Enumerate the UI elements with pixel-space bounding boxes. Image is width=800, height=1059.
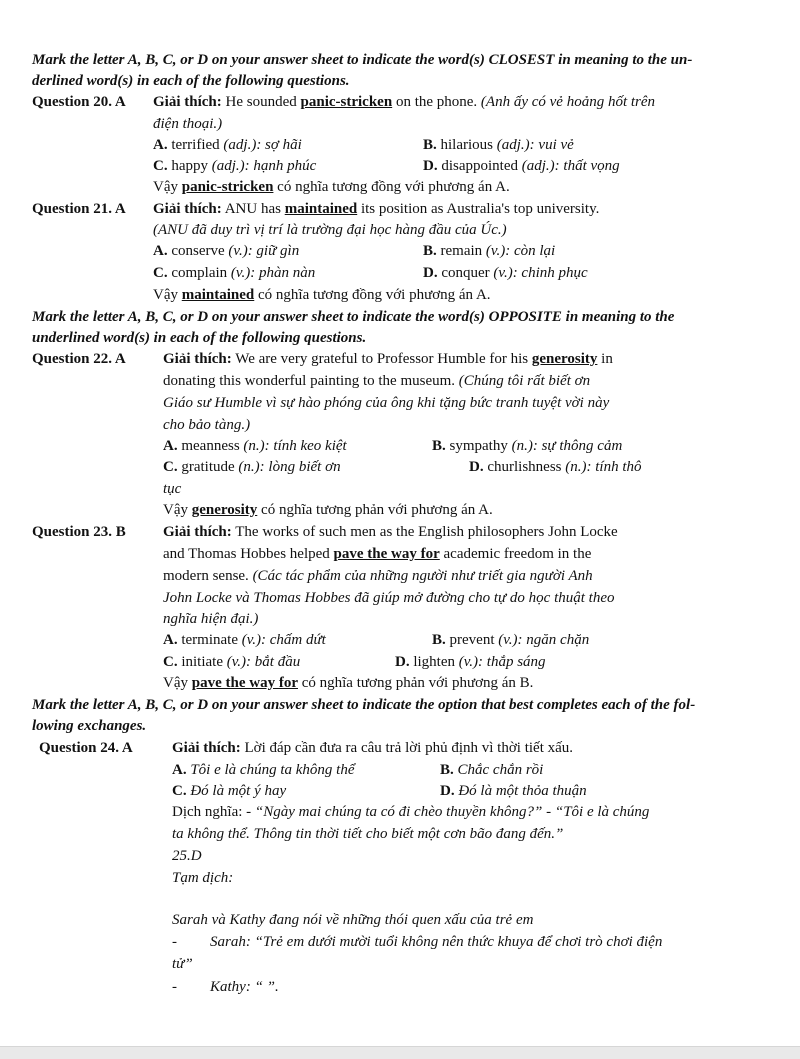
- option-gloss: (v.): phàn nàn: [230, 265, 316, 281]
- option-text: Đó là một ý hay: [190, 783, 287, 799]
- option-gloss: (adj.): vui vẻ: [496, 137, 574, 153]
- option-gloss: (v.): bắt đầu: [226, 654, 301, 670]
- option-word: terrified: [171, 137, 220, 153]
- sentence-text: modern sense.: [163, 568, 249, 584]
- option-letter: D.: [423, 158, 438, 174]
- option-d: [440, 782, 587, 800]
- question-24-label: Question 24. A: [39, 740, 133, 756]
- sentence-text: in: [601, 351, 613, 367]
- question-20-sentence: [153, 93, 655, 111]
- sentence-text: We are very grateful to Professor Humble for his: [235, 351, 529, 367]
- option-letter: A.: [163, 632, 178, 648]
- option-word: initiate: [181, 654, 223, 670]
- question-23-label: Question 23. B: [32, 524, 126, 540]
- translation-text: (Chúng tôi rất biết ơn: [458, 373, 591, 389]
- translation-label: Dịch nghĩa:: [172, 804, 243, 820]
- translation-text: - “Ngày mai chúng ta có đi chèo thuyền không?” - “Tôi e là chúng: [246, 804, 650, 820]
- question-21-sentence: [153, 200, 599, 218]
- option-letter: B.: [432, 438, 446, 454]
- question-23-sentence-line2: [163, 545, 591, 563]
- question-25-label: 25.D: [172, 848, 202, 864]
- conclusion-text: có nghĩa tương đồng với phương án A.: [258, 287, 491, 303]
- option-letter: D.: [395, 654, 410, 670]
- question-20-translation: điện thoại.): [153, 116, 223, 132]
- option-word: disappointed: [441, 158, 518, 174]
- translation-text: (Anh ấy có vẻ hoảng hốt trên: [480, 94, 656, 110]
- option-a: [153, 242, 299, 260]
- option-c: [153, 157, 316, 175]
- question-22-translation-line2: Giáo sư Humble vì sự hào phóng của ông khi tặng bức tranh tuyệt vời này: [163, 395, 610, 411]
- option-gloss: (v.): chấm dứt: [241, 632, 326, 648]
- option-a: [153, 136, 302, 154]
- option-gloss: (adj.): thất vọng: [521, 158, 620, 174]
- option-word: meanness: [181, 438, 240, 454]
- explanation-label: Giải thích:: [172, 740, 241, 756]
- option-word: lighten: [413, 654, 456, 670]
- underlined-word: panic-stricken: [300, 94, 393, 110]
- option-letter: C.: [163, 654, 178, 670]
- option-c: [163, 653, 300, 671]
- option-letter: B.: [440, 762, 454, 778]
- sentence-text: Lời đáp cần đưa ra câu trả lời phủ định vì thời tiết xấu.: [244, 740, 574, 756]
- conclusion-text: Vậy: [163, 502, 188, 518]
- option-b: [432, 631, 589, 649]
- dialogue-dash: -: [172, 934, 177, 950]
- option-word: conserve: [171, 243, 225, 259]
- underlined-word: panic-stricken: [181, 179, 274, 195]
- question-24-translation: [172, 803, 649, 821]
- option-letter: C.: [172, 783, 187, 799]
- instruction-closest-line1: Mark the letter A, B, C, or D on your answer sheet to indicate the word(s) CLOSEST in meaning to the un-: [32, 52, 693, 68]
- explanation-label: Giải thích:: [163, 524, 232, 540]
- question-21-translation: (ANU đã duy trì vị trí là trường đại học hàng đầu của Úc.): [153, 222, 507, 238]
- question-23-translation-line3: nghĩa hiện đại.): [163, 611, 259, 627]
- explanation-label: Giải thích:: [153, 201, 222, 217]
- option-letter: B.: [432, 632, 446, 648]
- option-word: gratitude: [181, 459, 235, 475]
- instruction-exchanges-line1: Mark the letter A, B, C, or D on your answer sheet to indicate the option that best completes each of the fol-: [32, 697, 696, 713]
- conclusion-text: Vậy: [153, 179, 178, 195]
- option-word: hilarious: [440, 137, 494, 153]
- sentence-text: and Thomas Hobbes helped: [163, 546, 330, 562]
- instruction-closest-line2: derlined word(s) in each of the following questions.: [32, 73, 350, 89]
- option-text: Chắc chắn rồi: [457, 762, 544, 778]
- option-word: sympathy: [449, 438, 508, 454]
- sentence-text: ANU has: [224, 201, 281, 217]
- question-21-label: Question 21. A: [32, 201, 126, 217]
- question-22-label: Question 22. A: [32, 351, 126, 367]
- conclusion-text: có nghĩa tương đồng với phương án A.: [277, 179, 510, 195]
- instruction-opposite-line2: underlined word(s) in each of the following questions.: [32, 330, 367, 346]
- sentence-text: academic freedom in the: [443, 546, 592, 562]
- question-22-conclusion: [163, 501, 493, 519]
- option-word: terminate: [181, 632, 238, 648]
- conclusion-text: có nghĩa tương phản với phương án B.: [301, 675, 534, 691]
- option-letter: D.: [469, 459, 484, 475]
- option-b: [432, 437, 622, 455]
- option-word: complain: [171, 265, 228, 281]
- bottom-scroll-area: [0, 1046, 800, 1059]
- question-20-label: Question 20. A: [32, 94, 126, 110]
- instruction-exchanges-line2: lowing exchanges.: [32, 718, 147, 734]
- option-letter: C.: [153, 158, 168, 174]
- option-gloss: (adj.): hạnh phúc: [211, 158, 317, 174]
- option-c: [153, 264, 315, 282]
- sentence-text: The works of such men as the English philosophers John Locke: [235, 524, 618, 540]
- option-d: [423, 157, 620, 175]
- question-21-conclusion: [153, 286, 491, 304]
- option-gloss: (n.): lòng biết ơn: [238, 459, 341, 475]
- explanation-label: Giải thích:: [153, 94, 222, 110]
- option-gloss: (v.): ngăn chặn: [498, 632, 590, 648]
- question-20-conclusion: [153, 178, 510, 196]
- option-letter: A.: [163, 438, 178, 454]
- option-word: remain: [440, 243, 483, 259]
- conclusion-text: Vậy: [163, 675, 188, 691]
- option-gloss: (n.): tính thô: [565, 459, 642, 475]
- underlined-word: generosity: [191, 502, 258, 518]
- option-b: [423, 136, 574, 154]
- option-c: [172, 782, 286, 800]
- option-letter: C.: [163, 459, 178, 475]
- option-word: churlishness: [487, 459, 562, 475]
- option-letter: B.: [423, 137, 437, 153]
- question-25-tam-dich: Tạm dịch:: [172, 870, 234, 886]
- question-22-sentence-line2: [163, 372, 590, 390]
- translation-text: (Các tác phẩm của những người như triết gia người Anh: [252, 568, 593, 584]
- underlined-word: pave the way for: [191, 675, 298, 691]
- dialogue-sarah: Sarah: “Trẻ em dưới mười tuổi không nên thức khuya để chơi trò chơi điện: [210, 934, 663, 950]
- option-word: conquer: [441, 265, 490, 281]
- option-gloss: (v.): còn lại: [485, 243, 556, 259]
- dialogue-kathy: Kathy: “ ”.: [210, 979, 279, 995]
- option-d: [395, 653, 546, 671]
- option-text: Đó là một thỏa thuận: [458, 783, 587, 799]
- option-gloss: (v.): thắp sáng: [458, 654, 546, 670]
- option-d-gloss-continued: tục: [163, 481, 182, 497]
- option-letter: B.: [423, 243, 437, 259]
- option-gloss: (v.): giữ gìn: [228, 243, 300, 259]
- underlined-word: pave the way for: [333, 546, 440, 562]
- option-d: [423, 264, 588, 282]
- option-letter: D.: [423, 265, 438, 281]
- question-22-translation-line3: cho bảo tàng.): [163, 417, 251, 433]
- sentence-text: on the phone.: [395, 94, 478, 110]
- question-25-context: Sarah và Kathy đang nói về những thói quen xấu của trẻ em: [172, 912, 534, 928]
- conclusion-text: Vậy: [153, 287, 178, 303]
- question-22-sentence: [163, 350, 613, 368]
- instruction-opposite-line1: Mark the letter A, B, C, or D on your answer sheet to indicate the word(s) OPPOSITE in meaning to the: [32, 309, 675, 325]
- option-b: [423, 242, 555, 260]
- option-word: happy: [171, 158, 209, 174]
- option-gloss: (n.): tính keo kiệt: [243, 438, 347, 454]
- option-gloss: (n.): sự thông cảm: [511, 438, 623, 454]
- option-a: [172, 761, 355, 779]
- option-a: [163, 437, 347, 455]
- question-23-sentence: [163, 523, 618, 541]
- underlined-word: maintained: [181, 287, 255, 303]
- dialogue-sarah-line2: tử”: [172, 956, 193, 972]
- option-gloss: (adj.): sợ hãi: [223, 137, 302, 153]
- explanation-label: Giải thích:: [163, 351, 232, 367]
- option-text: Tôi e là chúng ta không thể: [190, 762, 355, 778]
- question-23-translation-line2: John Locke và Thomas Hobbes đã giúp mở đường cho tự do học thuật theo: [163, 590, 615, 606]
- option-c: [163, 458, 341, 476]
- underlined-word: maintained: [284, 201, 358, 217]
- option-d: [469, 458, 642, 476]
- sentence-text: He sounded: [225, 94, 297, 110]
- option-letter: A.: [153, 137, 168, 153]
- conclusion-text: có nghĩa tương phản với phương án A.: [261, 502, 493, 518]
- question-24-sentence: [172, 739, 573, 757]
- option-b: [440, 761, 543, 779]
- sentence-text: its position as Australia's top university.: [360, 201, 600, 217]
- option-letter: C.: [153, 265, 168, 281]
- sentence-text: donating this wonderful painting to the museum.: [163, 373, 456, 389]
- dialogue-dash: -: [172, 979, 177, 995]
- question-23-sentence-line3: [163, 567, 593, 585]
- option-a: [163, 631, 326, 649]
- option-letter: D.: [440, 783, 455, 799]
- option-gloss: (v.): chinh phục: [493, 265, 588, 281]
- question-24-translation-line2: ta không thể. Thông tin thời tiết cho biết một cơn bão đang đến.”: [172, 826, 564, 842]
- question-23-conclusion: [163, 674, 533, 692]
- option-letter: A.: [172, 762, 187, 778]
- underlined-word: generosity: [531, 351, 598, 367]
- option-letter: A.: [153, 243, 168, 259]
- option-word: prevent: [449, 632, 495, 648]
